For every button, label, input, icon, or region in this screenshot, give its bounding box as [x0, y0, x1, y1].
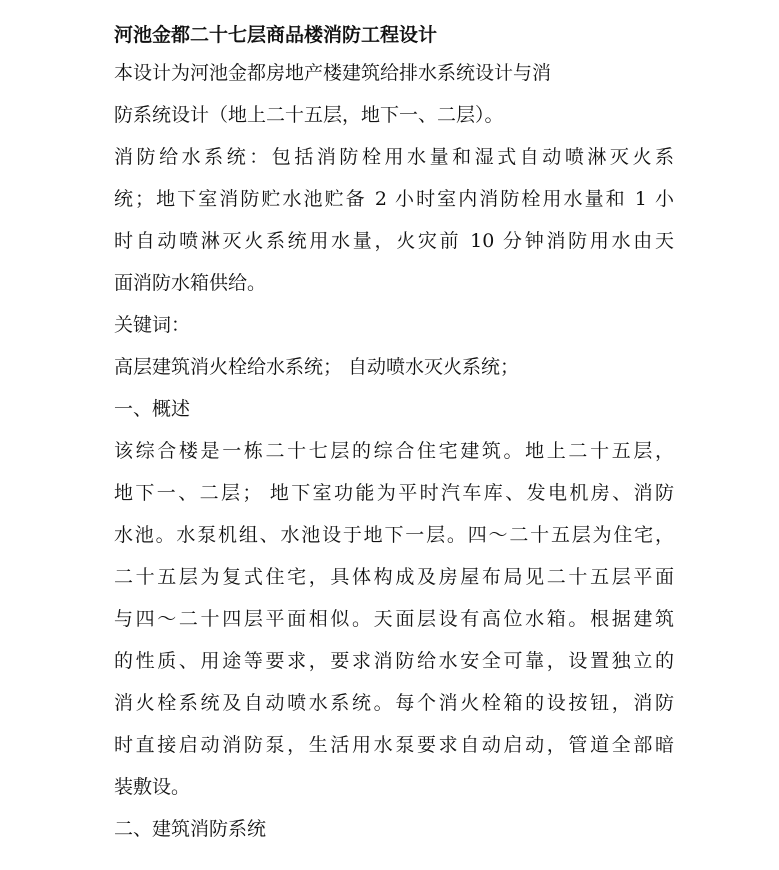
- document-page: [114, 18, 674, 850]
- keywords-line: 高层建筑消火栓给水系统； 自动喷水灭火系统；: [114, 356, 520, 378]
- intro-line-2: 防系统设计（地上二十五层，地下一、二层）。: [114, 104, 504, 126]
- fire-water-line-1: 消防给水系统：包括消防栓用水量和湿式自动喷淋灭火系: [114, 146, 674, 168]
- fire-water-line-3: 时自动喷淋灭火系统用水量，火灾前 10 分钟消防用水由天: [114, 230, 674, 252]
- intro-line-1: 本设计为河池金都房地产楼建筑给排水系统设计与消: [114, 62, 552, 84]
- section-heading-overview: 一、概述: [114, 398, 191, 420]
- overview-line-1: 该综合楼是一栋二十七层的综合住宅建筑。地上二十五层，: [114, 440, 674, 462]
- fire-water-line-2: 统；地下室消防贮水池贮备 2 小时室内消防栓用水量和 1 小: [114, 188, 674, 210]
- overview-line-6: 的性质、用途等要求，要求消防给水安全可靠，设置独立的: [114, 650, 674, 672]
- document-title: 河池金都二十七层商品楼消防工程设计: [114, 24, 438, 46]
- overview-line-4: 二十五层为复式住宅，具体构成及房屋布局见二十五层平面: [114, 566, 674, 588]
- overview-line-9: 装敷设。: [114, 776, 191, 798]
- overview-line-5: 与四～二十四层平面相似。天面层设有高位水箱。根据建筑: [114, 608, 674, 630]
- fire-water-line-4: 面消防水箱供给。: [114, 272, 267, 294]
- overview-line-7: 消火栓系统及自动喷水系统。每个消火栓箱的设按钮，消防: [114, 692, 674, 714]
- keywords-heading: 关键词：: [114, 314, 191, 336]
- overview-line-8: 时直接启动消防泵，生活用水泵要求自动启动，管道全部暗: [114, 734, 674, 756]
- overview-line-3: 水池。水泵机组、水池设于地下一层。四～二十五层为住宅，: [114, 524, 674, 546]
- overview-line-2: 地下一、二层； 地下室功能为平时汽车库、发电机房、消防: [114, 482, 674, 504]
- section-heading-building-fire: 二、建筑消防系统: [114, 818, 267, 840]
